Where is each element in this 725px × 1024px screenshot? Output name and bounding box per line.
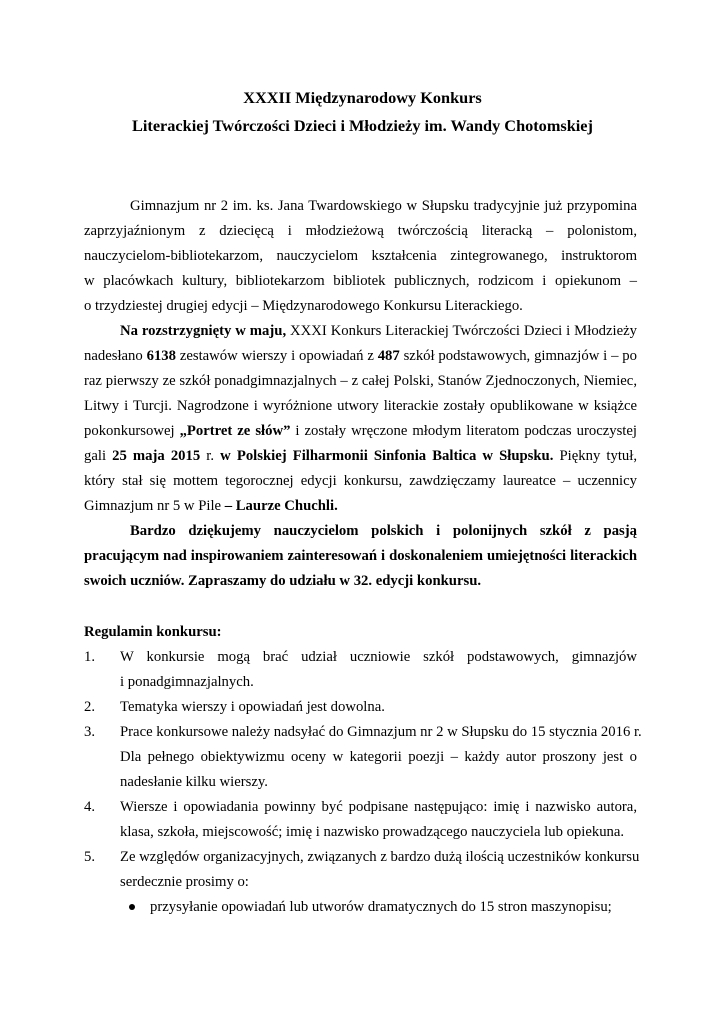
thanks-line: Bardzo dziękujemy nauczycielom polskich i polonijnych szkół z pasją <box>130 523 637 539</box>
intro-line: zaprzyjaźnionym z dziecięcą i młodzieżową twórczością literacką – polonistom, <box>84 223 637 239</box>
book-title: „Portret ze słów” <box>179 423 291 439</box>
rule-line: serdecznie prosimy o: <box>120 874 249 890</box>
thanks-line: swoich uczniów. Zapraszamy do udziału w 32. edycji konkursu. <box>84 573 482 589</box>
rule-number: 4. <box>84 799 96 815</box>
results-line: Litwy i Turcji. Nagrodzone i wyróżnione utwory literackie zostały opublikowane w książce <box>84 398 637 414</box>
rules-heading: Regulamin konkursu: <box>84 624 222 640</box>
results-line: raz pierwszy ze szkół ponadgimnazjalnych – z całej Polski, Stanów Zjednoczonych, Niemiec, <box>84 373 637 389</box>
results-line: gali 25 maja 2015 r. w Polskiej Filharmonii Sinfonia Baltica w Słupsku. Piękny tytuł, <box>84 448 637 464</box>
intro-line: Gimnazjum nr 2 im. ks. Jana Twardowskiego w Słupsku tradycyjnie już przypomina <box>130 198 637 214</box>
intro-line: nauczycielom-bibliotekarzom, nauczycielom kształcenia zintegrowanego, instruktorom <box>84 248 637 264</box>
rule-number: 5. <box>84 849 96 865</box>
thanks-line: pracującym nad inspirowaniem zainteresowań i doskonaleniem umiejętności literackich <box>84 548 637 564</box>
rule-line: Prace konkursowe należy nadsyłać do Gimnazjum nr 2 w Słupsku do 15 stycznia 2016 r. <box>120 724 642 740</box>
rule-line: nadesłanie kilku wierszy. <box>120 774 268 790</box>
results-line: nadesłano 6138 zestawów wierszy i opowiadań z 487 szkół podstawowych, gimnazjów i – po <box>84 348 637 364</box>
results-line: pokonkursowej „Portret ze słów” i zostały wręczone młodym literatom podczas uroczystej <box>84 423 637 439</box>
intro-line: w placówkach kultury, bibliotekarzom bibliotek publicznych, rodzicom i opiekunom – <box>84 273 637 289</box>
rule-number: 3. <box>84 724 96 740</box>
rule-line: W konkursie mogą brać udział uczniowie szkół podstawowych, gimnazjów <box>120 649 637 665</box>
results-line: który stał się mottem tegorocznej edycji konkursu, zawdzięczamy laureatce – uczennicy <box>84 473 637 489</box>
intro-line: o trzydziestej drugiej edycji – Międzynarodowego Konkursu Literackiego. <box>84 298 523 314</box>
rule-number: 1. <box>84 649 96 665</box>
rule-line: Wiersze i opowiadania powinny być podpisane następująco: imię i nazwisko autora, <box>120 799 637 815</box>
results-line: Gimnazjum nr 5 w Pile – Laurze Chuchli. <box>84 498 338 514</box>
rule-line: Dla pełnego obiektywizmu oceny w kategorii poezji – każdy autor proszony jest o <box>120 749 637 765</box>
rule-line: klasa, szkoła, miejscowość; imię i nazwisko prowadzącego nauczyciela lub opiekuna. <box>120 824 625 840</box>
bullet-icon <box>129 904 135 910</box>
page-title-line-2: Literackiej Twórczości Dzieci i Młodzieży im. Wandy Chotomskiej <box>132 116 593 135</box>
rule-line: Tematyka wierszy i opowiadań jest dowolna. <box>120 699 385 715</box>
bullet-item: przysyłanie opowiadań lub utworów dramatycznych do 15 stron maszynopisu; <box>150 899 612 915</box>
rule-line: i ponadgimnazjalnych. <box>120 674 254 690</box>
results-bold: Na rozstrzygnięty w maju, <box>120 323 287 339</box>
laureate-name: – Laurze Chuchli. <box>224 498 338 514</box>
results-line: Na rozstrzygnięty w maju, XXXI Konkurs Literackiej Twórczości Dzieci i Młodzieży <box>120 323 637 339</box>
rule-number: 2. <box>84 699 96 715</box>
rule-line: Ze względów organizacyjnych, związanych z bardzo dużą ilością uczestników konkursu <box>120 849 640 865</box>
page-title-line-1: XXXII Międzynarodowy Konkurs <box>243 88 482 107</box>
